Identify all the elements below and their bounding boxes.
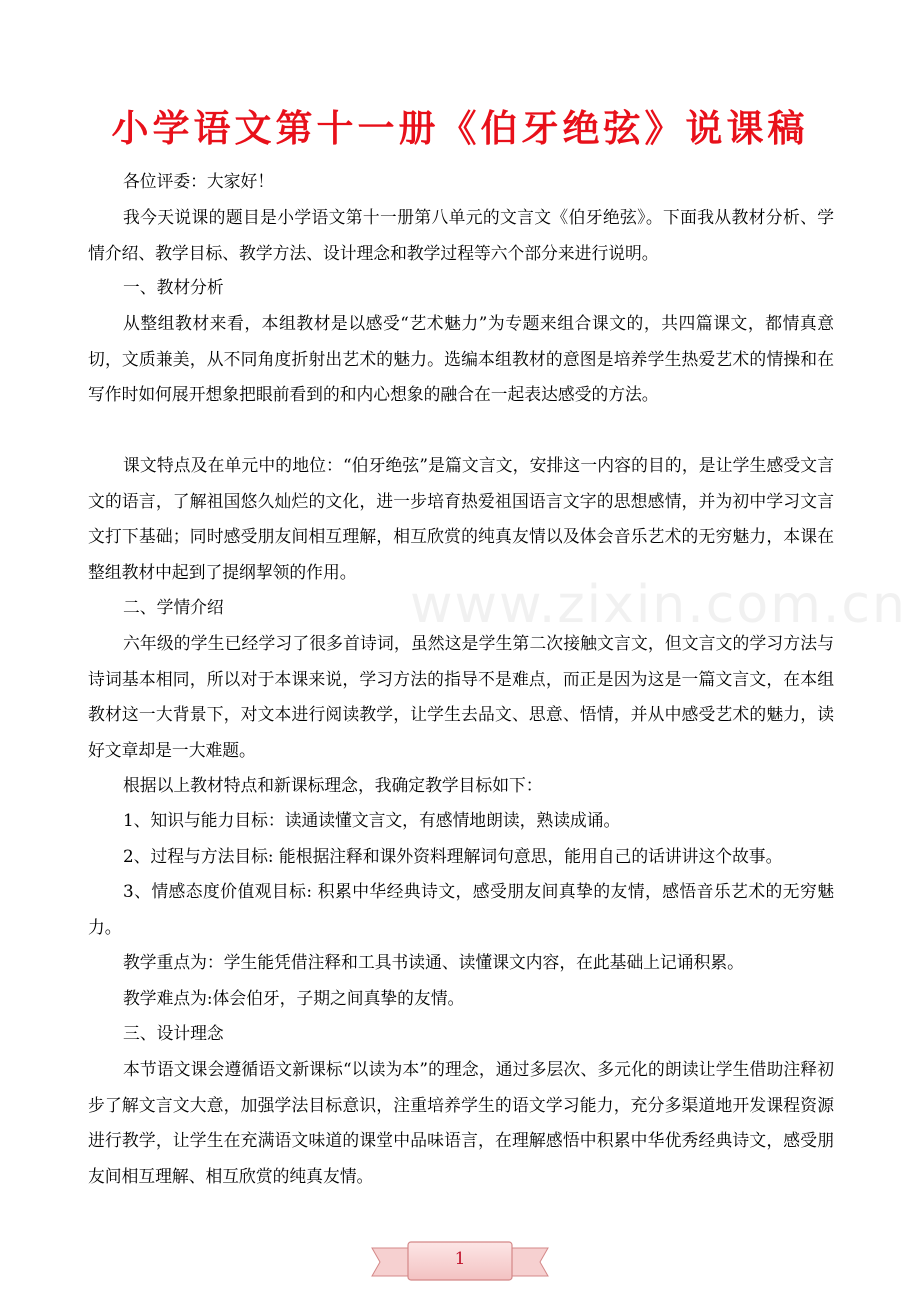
page-number: 1 [454,1249,466,1269]
teaching-difficulty: 教学难点为:体会伯牙，子期之间真挚的友情。 [123,988,465,1008]
teaching-focus: 教学重点为：学生能凭借注释和工具书读通、读懂课文内容，在此基础上记诵积累。 [123,952,744,972]
paragraph-objectives-intro: 根据以上教材特点和新课标理念，我确定教学目标如下： [123,775,543,795]
paragraph-text-features: 课文特点及在单元中的地位：“伯牙绝弦”是篇文言文，安排这一内容的目的，是让学生感受文言文的语言，了解祖国悠久灿烂的文化，进一步培育热爱祖国语言文字的思想感情，并为初中学习文言文打下基础；同时感受朋友间相互理解，相互欣赏的纯真友情以及体会音乐艺术的无穷魅力，本课在整组教材中起到了提纲挈领的作用。 [88,455,834,582]
paragraph-material-overview: 从整组教材来看，本组教材是以感受“艺术魅力”为专题来组合课文的，共四篇课文，都情真意切，文质兼美，从不同角度折射出艺术的魅力。选编本组教材的意图是培养学生热爱艺术的情操和在写作时如何展开想象把眼前看到的和内心想象的融合在一起表达感受的方法。 [88,313,834,404]
paragraph-design-concept: 本节语文课会遵循语文新课标“以读为本”的理念，通过多层次、多元化的朗读让学生借助注释初步了解文言文大意，加强学法目标意识，注重培养学生的语文学习能力，充分多渠道地开发课程资源进行教学，让学生在充满语文味道的课堂中品味语言，在理解感悟中积累中华优秀经典诗文，感受朋友间相互理解、相互欣赏的纯真友情。 [88,1059,834,1186]
section-heading-3: 三、设计理念 [123,1023,224,1043]
document-title: 小学语文第十一册《伯牙绝弦》说课稿 [111,107,809,150]
section-heading-2: 二、学情介绍 [123,597,224,617]
objective-2: 2、过程与方法目标: 能根据注释和课外资料理解词句意思，能用自己的话讲讲这个故事。 [123,846,783,866]
watermark: www.zixin.com.cn [410,575,907,635]
objective-1: 1、知识与能力目标：读通读懂文言文，有感情地朗读，熟读成诵。 [123,810,621,830]
intro-paragraph: 我今天说课的题目是小学语文第十一册第八单元的文言文《伯牙绝弦》。下面我从教材分析、学情介绍、教学目标、教学方法、设计理念和教学过程等六个部分来进行说明。 [88,207,834,263]
section-heading-1: 一、教材分析 [123,277,224,297]
paragraph-student-analysis: 六年级的学生已经学习了很多首诗词，虽然这是学生第二次接触文言文，但文言文的学习方法与诗词基本相同，所以对于本课来说，学习方法的指导不是难点，而正是因为这是一篇文言文，在本组教材这一大背景下，对文本进行阅读教学，让学生去品文、思意、悟情，并从中感受艺术的魅力，读好文章却是一大难题。 [88,633,834,760]
objective-3: 3、情感态度价值观目标: 积累中华经典诗文，感受朋友间真挚的友情，感悟音乐艺术的无穷魅力。 [88,881,834,937]
greeting: 各位评委：大家好！ [123,171,275,191]
